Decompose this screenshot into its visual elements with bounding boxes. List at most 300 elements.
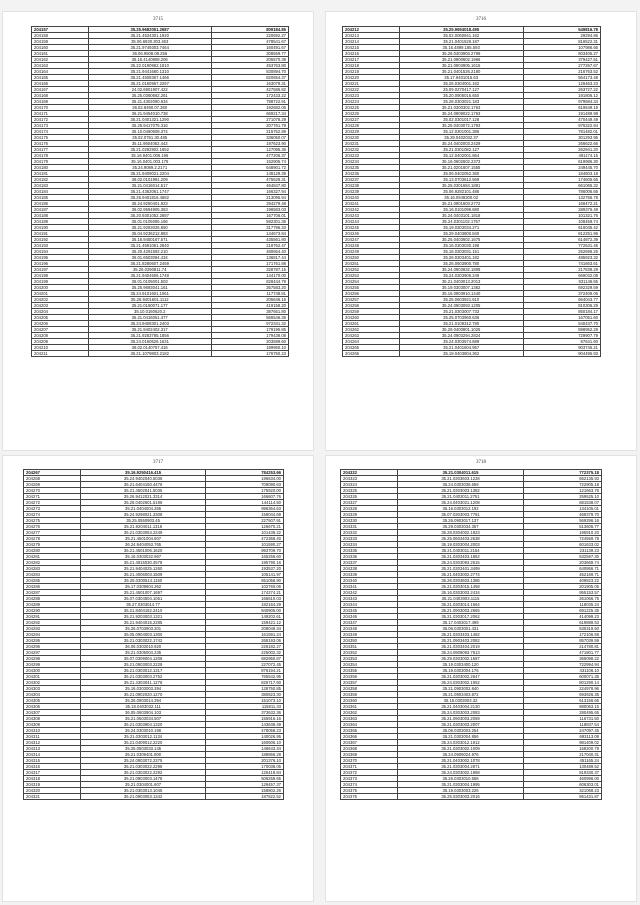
code-cell: 35.21.0303012.1317 xyxy=(81,668,206,674)
value-cell: 168472.21 xyxy=(523,201,600,207)
value-cell: 876194.21 xyxy=(205,668,283,674)
value-cell: 709090.63 xyxy=(205,482,283,488)
row-id-cell: 204339 xyxy=(341,572,398,578)
code-cell: 35.16.0903910.1440 xyxy=(399,291,523,297)
code-cell: 35.21.0403011.2154 xyxy=(398,548,523,554)
value-cell: 564173.48 xyxy=(523,75,600,81)
code-cell: 35.21.9749303.7464 xyxy=(88,45,211,51)
value-cell: 741663.61 xyxy=(523,261,600,267)
row-id-cell: 204292 xyxy=(24,620,81,626)
value-cell: 809184.85 xyxy=(211,27,288,33)
value-cell: 227507.91 xyxy=(205,518,283,524)
row-id-cell: 204211 xyxy=(32,351,89,357)
code-cell: 35.21.0160071.177 xyxy=(88,303,211,309)
page-title: 3718 xyxy=(476,460,486,465)
value-cell: 107986.66 xyxy=(523,45,600,51)
value-cell: 372409.06 xyxy=(523,291,600,297)
value-cell: 289376.49 xyxy=(523,207,600,213)
row-id-cell: 204232 xyxy=(343,147,400,153)
code-cell: 35.21.0303401.3499 xyxy=(398,566,523,572)
code-cell: 35.16.0303030.198 xyxy=(399,243,523,249)
code-cell: 35.07.0309004.1206 xyxy=(81,656,206,662)
row-id-cell: 204320 xyxy=(24,788,81,794)
code-cell: 35.24.0303010.198 xyxy=(81,728,206,734)
code-cell: 35.16.0303022.967 xyxy=(81,554,206,560)
row-id-cell: 204212 xyxy=(343,27,400,33)
value-cell: 217040.31 xyxy=(523,752,601,758)
page-3718 xyxy=(326,456,636,901)
value-cell: 540437.70 xyxy=(523,321,600,327)
value-cell: 125418.84 xyxy=(205,770,283,776)
code-cell: 36.05.0603904.103 xyxy=(81,710,206,716)
row-id-cell: 204202 xyxy=(32,297,89,303)
row-id-cell: 204204 xyxy=(32,309,89,315)
row-id-cell: 204291 xyxy=(24,614,81,620)
row-id-cell: 204167 xyxy=(32,87,89,93)
code-cell: 35.21.0303004.856 xyxy=(398,734,523,740)
row-id-cell: 204200 xyxy=(32,285,89,291)
code-cell: 35.02.0060941.162 xyxy=(399,33,523,39)
value-cell: 149202.61 xyxy=(205,614,283,620)
row-id-cell: 204306 xyxy=(24,704,81,710)
value-cell: 201905.05 xyxy=(523,584,601,590)
row-id-cell: 204273 xyxy=(24,506,81,512)
value-cell: 321068.23 xyxy=(523,788,601,794)
code-cell: 35.06.9282101.486 xyxy=(399,189,523,195)
value-cell: 409823.22 xyxy=(523,578,601,584)
code-cell: 35.06.0402052.360 xyxy=(399,171,523,177)
row-id-cell: 204172 xyxy=(32,117,89,123)
row-id-cell: 204366 xyxy=(341,734,398,740)
value-cell: 592301.36 xyxy=(211,219,288,225)
code-cell: 35.25.0703960.636 xyxy=(399,315,523,321)
code-cell: 35.21.0303007.733 xyxy=(399,309,523,315)
code-cell: 36.02.0101981.209 xyxy=(88,177,211,183)
code-cell: 35.26.9401601.1112 xyxy=(88,297,211,303)
value-cell: 308559.77 xyxy=(211,51,288,57)
code-cell: 35.24.0403101.1818 xyxy=(399,213,523,219)
data-table xyxy=(342,26,601,357)
code-cell: 35.29.0303002.1587 xyxy=(398,656,523,662)
value-cell: 729907.79 xyxy=(523,333,600,339)
code-cell: 35.20.0906016.650 xyxy=(399,93,523,99)
value-cell: 192682.06 xyxy=(211,105,288,111)
code-cell: 35.21.0903403.872 xyxy=(398,692,523,698)
value-cell: 614872.39 xyxy=(523,237,600,243)
value-cell: 904495.93 xyxy=(523,351,600,357)
value-cell: 691225.35 xyxy=(523,608,601,614)
code-cell: 35.24.0303574.689 xyxy=(399,339,523,345)
value-cell: 693926.35 xyxy=(523,692,601,698)
code-cell: 35.16.0303031.151 xyxy=(399,249,523,255)
code-cell: 35.21.0303403.1482 xyxy=(398,632,523,638)
code-cell: 35.21.0303015.1458 xyxy=(398,584,523,590)
code-cell: 35.06.6930.303.463 xyxy=(88,39,211,45)
code-cell: 35.21.0303003.1382 xyxy=(398,488,523,494)
value-cell: 469379.70 xyxy=(523,512,601,518)
value-cell: 453763.80 xyxy=(211,63,288,69)
table-row xyxy=(341,794,602,800)
value-cell: 632597.30 xyxy=(523,554,601,560)
code-cell: 35.16.4899.185.593 xyxy=(399,45,523,51)
code-cell: 35.07.0304504.1051 xyxy=(81,596,206,602)
value-cell: 772375.18 xyxy=(523,470,601,476)
code-cell: 35.06.0303003.254 xyxy=(398,728,523,734)
code-cell: 35.19.0303004.2003 xyxy=(398,542,523,548)
value-cell: 127095.36 xyxy=(211,147,288,153)
code-cell: 36.02.9594905.363 xyxy=(88,207,211,213)
value-cell: 108459.74 xyxy=(523,219,600,225)
row-id-cell: 204309 xyxy=(24,722,81,728)
code-cell: 35.25.0403602.1675 xyxy=(399,237,523,243)
value-cell: 227072.45 xyxy=(205,662,283,668)
row-id-cell: 204263 xyxy=(343,333,400,339)
row-id-cell: 204242 xyxy=(343,207,400,213)
code-cell: 35.21.0903002.840 xyxy=(398,686,523,692)
row-id-cell: 204209 xyxy=(32,339,89,345)
value-cell: 301293.95 xyxy=(523,135,600,141)
code-cell: 35.24.0303906.249 xyxy=(399,273,523,279)
row-id-cell: 204346 xyxy=(341,614,398,620)
code-cell: 35.24.0402003.2429 xyxy=(399,141,523,147)
value-cell: 861431.87 xyxy=(523,794,601,800)
value-cell: 195910.20 xyxy=(523,530,601,536)
row-id-cell: 204344 xyxy=(341,602,398,608)
value-cell: 365098.22 xyxy=(523,656,601,662)
code-cell: 35.26.0303603.1386 xyxy=(398,578,523,584)
value-cell: 171761.88 xyxy=(211,261,288,267)
row-id-cell: 204171 xyxy=(32,111,89,117)
row-id-cell: 204272 xyxy=(24,500,81,506)
code-cell: 35.25.0503033.145 xyxy=(81,746,206,752)
value-cell: 661065.32 xyxy=(523,183,600,189)
value-cell: 606303.01 xyxy=(523,782,601,788)
table-row xyxy=(24,794,284,800)
value-cell: 128750.85 xyxy=(205,686,283,692)
row-id-cell: 204250 xyxy=(343,255,400,261)
value-cell: 172106.59 xyxy=(523,632,601,638)
value-cell: 196634.00 xyxy=(205,476,283,482)
value-cell: 477206.37 xyxy=(211,153,288,159)
code-cell: 35.21.9283785.1856 xyxy=(88,333,211,339)
code-cell: 35.11.9504062.443 xyxy=(88,141,211,147)
row-id-cell: 204294 xyxy=(24,632,81,638)
row-id-cell: 204278 xyxy=(24,536,81,542)
code-cell: 35.21.0303603.1228 xyxy=(398,476,523,482)
value-cell: 857039.59 xyxy=(523,638,601,644)
row-id-cell: 204233 xyxy=(343,153,400,159)
row-id-cell: 204303 xyxy=(24,686,81,692)
row-id-cell: 204269 xyxy=(24,482,81,488)
value-cell: 176750.23 xyxy=(211,351,288,357)
code-cell: 35.26.9412021.3314 xyxy=(81,494,206,500)
row-id-cell: 204157 xyxy=(32,27,89,33)
row-id-cell: 204275 xyxy=(24,518,81,524)
row-id-cell: 204174 xyxy=(32,129,89,135)
value-cell: 118035.24 xyxy=(523,602,601,608)
row-id-cell: 204271 xyxy=(24,494,81,500)
row-id-cell: 204340 xyxy=(341,578,398,584)
value-cell: 616045.42 xyxy=(523,225,600,231)
code-cell: 35.19.0303004.176 xyxy=(398,668,523,674)
code-cell: 35.21.0303404.2019 xyxy=(398,644,523,650)
code-cell: 35.21.4508367.1466 xyxy=(88,75,211,81)
code-cell: 35.21.0903905.1615 xyxy=(399,63,523,69)
value-cell: 121663.76 xyxy=(523,488,601,494)
code-cell: 35.21.9404025.1260 xyxy=(81,566,206,572)
row-id-cell: 204182 xyxy=(32,177,89,183)
row-id-cell: 204187 xyxy=(32,207,89,213)
value-cell: 826717.60 xyxy=(205,680,283,686)
code-cell: 35.24.9402040.5036 xyxy=(81,476,206,482)
code-cell: 35.24.0160626.1631 xyxy=(88,339,211,345)
value-cell: 102760.06 xyxy=(205,584,283,590)
code-cell: 35.25.9694018.495 xyxy=(399,27,523,33)
code-cell: 35.20.4291692.210 xyxy=(88,249,211,255)
page-title: 3715 xyxy=(153,17,163,22)
code-cell: 35.21.0404004.265 xyxy=(81,506,206,512)
row-id-cell: 204332 xyxy=(341,530,398,536)
row-id-cell: 204365 xyxy=(341,728,398,734)
code-cell: 35.24.0303012.1912 xyxy=(398,740,523,746)
value-cell: 294279.48 xyxy=(211,201,288,207)
value-cell: 165610.03 xyxy=(205,596,283,602)
code-cell: 35.16.9250416.415 xyxy=(81,470,206,476)
value-cell: 266622.66 xyxy=(523,141,600,147)
code-cell: 36.21.9454010.738 xyxy=(88,111,211,117)
value-cell: 218762.47 xyxy=(211,243,288,249)
value-cell: 87641.60 xyxy=(523,339,600,345)
code-cell: 35.12.0402001.864 xyxy=(399,153,523,159)
row-id-cell: 204247 xyxy=(343,237,400,243)
row-id-cell: 204237 xyxy=(343,177,400,183)
row-id-cell: 204288 xyxy=(24,596,81,602)
value-cell: 414099.23 xyxy=(523,614,601,620)
row-id-cell: 204336 xyxy=(341,554,398,560)
value-cell: 159044.69 xyxy=(205,512,283,518)
value-cell: 175920.00 xyxy=(205,488,283,494)
code-cell: 35.21.0401321.1290 xyxy=(88,117,211,123)
row-id-cell: 204280 xyxy=(24,548,81,554)
row-id-cell: 204310 xyxy=(24,728,81,734)
row-id-cell: 204255 xyxy=(343,285,400,291)
value-cell: 262941.20 xyxy=(523,147,600,153)
code-cell: 35.19.0303003.226 xyxy=(398,788,523,794)
value-cell: 600071.35 xyxy=(523,674,601,680)
value-cell: 972341.32 xyxy=(211,321,288,327)
code-cell: 35.21.4302090.634 xyxy=(88,99,211,105)
row-id-cell: 204295 xyxy=(24,638,81,644)
value-cell: 693113.08 xyxy=(523,734,601,740)
value-cell: 613156.66 xyxy=(523,698,601,704)
row-id-cell: 204266 xyxy=(343,351,400,357)
row-id-cell: 204345 xyxy=(341,608,398,614)
code-cell: 35.16.9450167.571 xyxy=(88,237,211,243)
code-cell: 35.07.0303003.7781 xyxy=(398,512,523,518)
code-cell: 35.21.0902020.1270 xyxy=(81,692,206,698)
code-cell: 36.02.0140757.416 xyxy=(88,345,211,351)
row-id-cell: 204311 xyxy=(24,734,81,740)
row-id-cell: 204192 xyxy=(32,237,89,243)
value-cell: 993709.70 xyxy=(205,548,283,554)
code-cell: 35.26.9401816.4682 xyxy=(88,195,211,201)
row-id-cell: 204360 xyxy=(341,698,398,704)
code-cell: 35.20.9301052.2687 xyxy=(88,213,211,219)
code-cell: 35.25.0603403.2638 xyxy=(398,536,523,542)
code-cell: 35.16.0401.003.176 xyxy=(88,159,211,165)
code-cell: 35.21.0301082.127 xyxy=(399,147,523,153)
code-cell: 35.17.9401015.63 xyxy=(399,75,523,81)
row-id-cell: 204267 xyxy=(24,470,81,476)
value-cell: 880063.15 xyxy=(523,704,601,710)
code-cell: 35.21.9441680.1310 xyxy=(88,69,211,75)
row-id-cell: 204222 xyxy=(343,87,400,93)
code-cell: 35.26.0303010.568 xyxy=(398,776,523,782)
code-cell: 35.21.0303012.1134 xyxy=(81,734,206,740)
row-id-cell: 204231 xyxy=(343,141,400,147)
value-cell: 101438.22 xyxy=(205,530,283,536)
row-id-cell: 204206 xyxy=(32,321,89,327)
value-cell: 850184.17 xyxy=(523,309,600,315)
value-cell: 172433.22 xyxy=(211,93,288,99)
row-id-cell: 204313 xyxy=(24,746,81,752)
value-cell: 816522.31 xyxy=(523,39,600,45)
value-cell: 144170.00 xyxy=(211,273,288,279)
code-cell: 35.12.0301001.386 xyxy=(399,129,523,135)
code-cell: 35.21.0303002.2647 xyxy=(398,674,523,680)
code-cell: 35.24.0303093.2615 xyxy=(398,560,523,566)
code-cell: 35.21.0303054.2249 xyxy=(81,530,206,536)
value-cell: 197623.90 xyxy=(211,141,288,147)
row-id-cell: 204286 xyxy=(24,584,81,590)
row-id-cell: 204179 xyxy=(32,159,89,165)
code-cell: 35.21.4502041.5035 xyxy=(81,488,206,494)
code-cell: 35.25.0403072.1793 xyxy=(399,123,523,129)
code-cell: 35.29.0303034.357 xyxy=(398,524,523,530)
row-id-cell: 204287 xyxy=(24,590,81,596)
row-id-cell: 204299 xyxy=(24,662,81,668)
value-cell: 619889.53 xyxy=(523,620,601,626)
row-id-cell: 204228 xyxy=(343,123,400,129)
value-cell: 136817.44 xyxy=(211,255,288,261)
code-cell: 35.17.0309604.362 xyxy=(81,584,206,590)
row-id-cell: 204235 xyxy=(343,165,400,171)
row-id-cell: 204343 xyxy=(341,596,398,602)
value-cell: 179438.08 xyxy=(211,333,288,339)
row-id-cell: 204368 xyxy=(341,746,398,752)
value-cell: 357583.20 xyxy=(211,285,288,291)
code-cell: 35.17.0403017.499 xyxy=(398,620,523,626)
code-cell: 35.21.0303003.2007 xyxy=(398,722,523,728)
value-cell: 810306.29 xyxy=(523,303,600,309)
value-cell: 199960.10 xyxy=(211,345,288,351)
row-id-cell: 204244 xyxy=(343,219,400,225)
code-cell: 35.21.9283026.650 xyxy=(88,225,211,231)
value-cell: 452169.71 xyxy=(523,572,601,578)
value-cell: 126463.23 xyxy=(523,81,600,87)
code-cell: 35.21.0903003.2665 xyxy=(398,608,523,614)
row-id-cell: 204274 xyxy=(24,512,81,518)
row-id-cell: 204240 xyxy=(343,195,400,201)
row-id-cell: 204268 xyxy=(24,476,81,482)
row-id-cell: 204335 xyxy=(341,548,398,554)
code-cell: 35.21.0303403.1862 xyxy=(398,554,523,560)
page-3716 xyxy=(326,12,636,450)
row-id-cell: 204349 xyxy=(341,632,398,638)
code-cell: 35.21.0303022.2296 xyxy=(81,764,206,770)
code-cell: 35.06.0303001.431 xyxy=(398,626,523,632)
row-id-cell: 204190 xyxy=(32,225,89,231)
value-cell: 506259.65 xyxy=(205,776,283,782)
code-cell: 35.24.0909024.976 xyxy=(398,752,523,758)
row-id-cell: 204199 xyxy=(32,279,89,285)
value-cell: 161591.24 xyxy=(205,632,283,638)
value-cell: 831146.65 xyxy=(523,279,600,285)
row-id-cell: 204184 xyxy=(32,189,89,195)
row-id-cell: 204189 xyxy=(32,219,89,225)
row-id-cell: 204258 xyxy=(343,303,400,309)
row-id-cell: 204259 xyxy=(343,309,400,315)
code-cell: 35.21.0303004.1995 xyxy=(398,782,523,788)
data-table xyxy=(31,26,289,357)
row-id-cell: 204327 xyxy=(341,500,398,506)
value-cell: 803405.27 xyxy=(523,51,600,57)
row-id-cell: 204238 xyxy=(343,183,400,189)
code-cell: 35.21.4501004.607 xyxy=(81,536,206,542)
code-cell: 35.25.9693041.161 xyxy=(88,285,211,291)
value-cell: 513605.77 xyxy=(523,524,601,530)
value-cell: 117748.81 xyxy=(211,291,288,297)
code-cell: 35.21.0160967.2267 xyxy=(88,81,211,87)
code-cell: 35.24.0303003.2083 xyxy=(398,710,523,716)
value-cell: 261066.75 xyxy=(523,596,601,602)
value-cell: 664043.77 xyxy=(523,297,600,303)
code-cell: 35.25.0303003.2016 xyxy=(398,794,523,800)
value-cell: 213095.94 xyxy=(211,195,288,201)
code-cell: 35.21.0303022.2292 xyxy=(81,770,206,776)
row-id-cell: 204304 xyxy=(24,692,81,698)
code-cell: 35.16.0303003.2434 xyxy=(398,590,523,596)
value-cell: 464847.80 xyxy=(211,183,288,189)
row-id-cell: 204169 xyxy=(32,99,89,105)
code-cell: 35.21.0201607.1555 xyxy=(399,165,523,171)
code-cell: 35.26.0903017.137 xyxy=(398,518,523,524)
code-cell: 35.24.9298021.3308 xyxy=(81,512,206,518)
row-id-cell: 204241 xyxy=(343,201,400,207)
value-cell: 692329.59 xyxy=(523,285,600,291)
row-id-cell: 204375 xyxy=(341,788,398,794)
row-id-cell: 204243 xyxy=(343,213,400,219)
code-cell: 35.25.9682051.2687 xyxy=(88,27,211,33)
value-cell: 669032.08 xyxy=(523,273,600,279)
row-id-cell: 204168 xyxy=(32,93,89,99)
value-cell: 101590.27 xyxy=(205,542,283,548)
row-id-cell: 204351 xyxy=(341,644,398,650)
code-cell: 35.02.0301017.128 xyxy=(399,117,523,123)
row-id-cell: 204180 xyxy=(32,165,89,171)
row-id-cell: 204356 xyxy=(341,674,398,680)
value-cell: 191489.98 xyxy=(523,111,600,117)
value-cell: 722994.94 xyxy=(523,662,601,668)
value-cell: 134105.01 xyxy=(523,506,601,512)
row-id-cell: 204373 xyxy=(341,776,398,782)
row-id-cell: 204300 xyxy=(24,668,81,674)
code-cell: 35.25.0300514.1150 xyxy=(81,578,206,584)
row-id-cell: 204350 xyxy=(341,638,398,644)
value-cell: 159421.12 xyxy=(205,620,283,626)
code-cell: 35.21.0303014.1564 xyxy=(398,602,523,608)
row-id-cell: 204347 xyxy=(341,620,398,626)
